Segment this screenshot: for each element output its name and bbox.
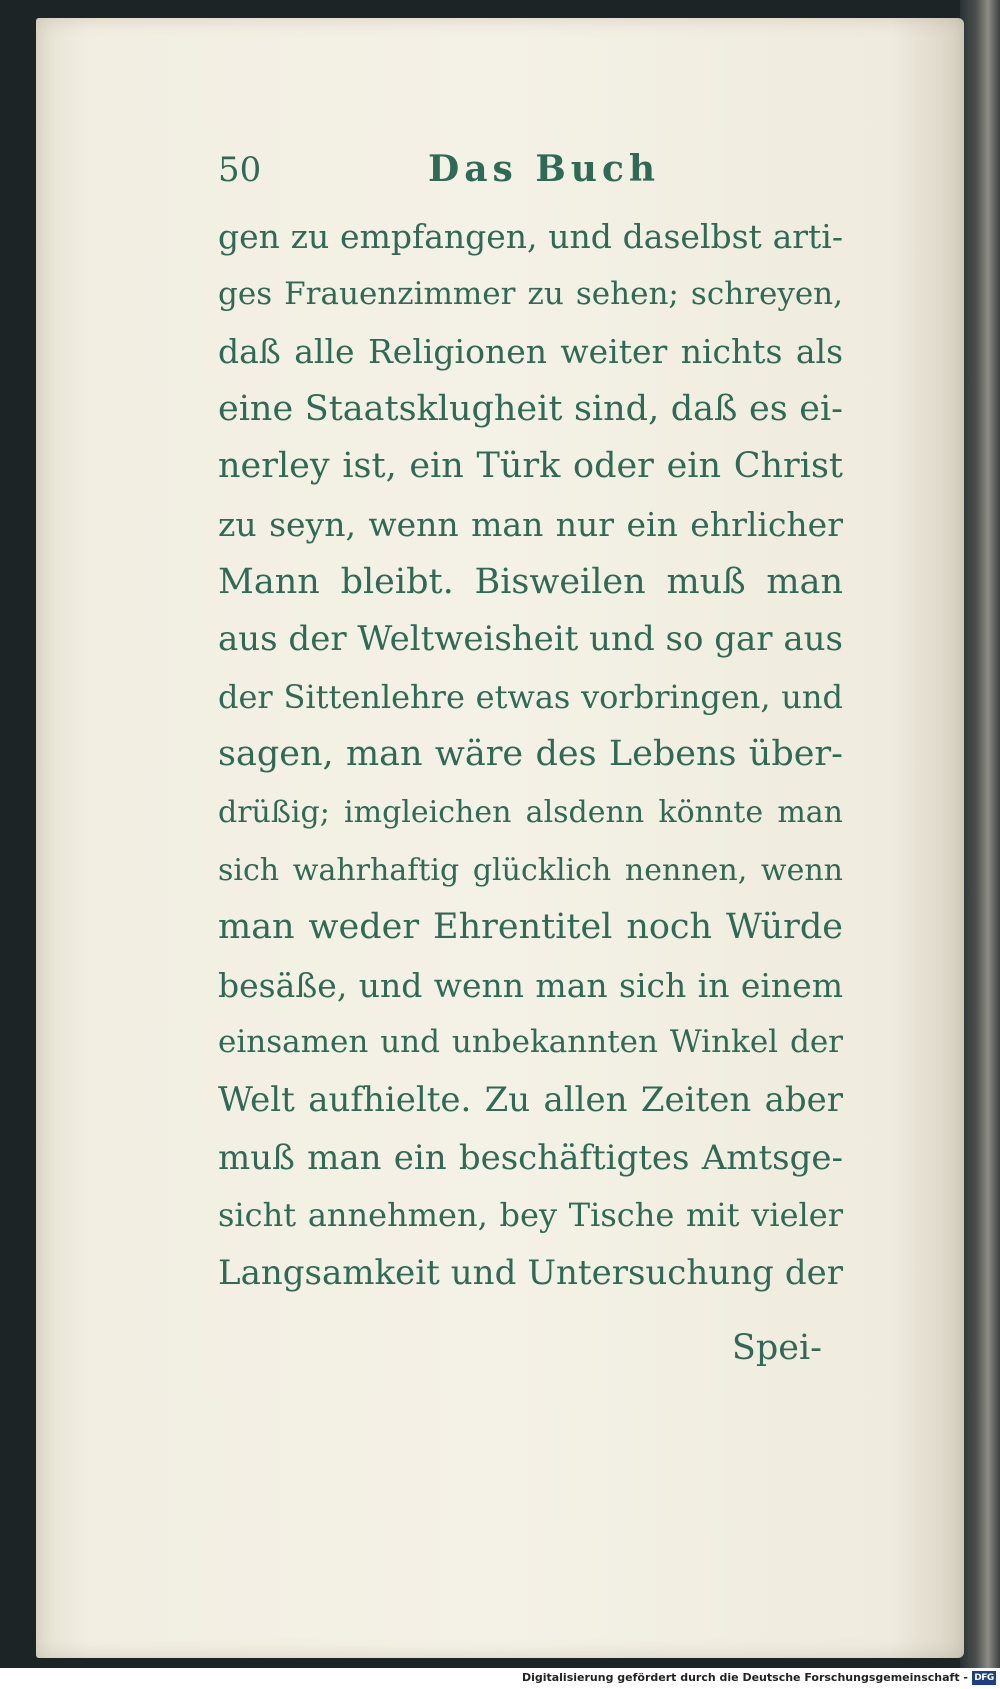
text-line: der Sittenlehre etwas vorbringen, und <box>218 677 843 716</box>
text-line: besäße, und wenn man sich in einem <box>218 965 843 1005</box>
catchword: Spei- <box>731 1328 822 1368</box>
footer-bar <box>0 1668 1000 1689</box>
text-line: man weder Ehrentitel noch Würde <box>218 907 843 948</box>
text-line: gen zu empfangen, und daselbst arti- <box>218 217 843 256</box>
text-line: aus der Weltweisheit und so gar aus <box>218 619 843 660</box>
text-line: sich wahrhaftig glücklich nennen, wenn <box>218 852 843 888</box>
text-line: ges Frauenzimmer zu sehen; schreyen, <box>218 275 843 312</box>
text-line: Welt aufhielte. Zu allen Zeiten aber <box>218 1079 843 1120</box>
text-line: sicht annehmen, bey Tische mit vieler <box>218 1196 843 1235</box>
page-header <box>218 148 858 198</box>
text-line: muß man ein beschäftigtes Amtsge- <box>218 1137 843 1178</box>
funding-credit: Digitalisierung gefördert durch die Deutsche Forschungsgemeinschaft - <box>521 1671 968 1684</box>
book-edge <box>960 0 1000 1668</box>
text-line: einsamen und unbekannten Winkel der <box>218 1024 843 1061</box>
text-line: nerley ist, ein Türk oder ein Christ <box>218 446 843 487</box>
dfg-logo-icon: DFG <box>972 1671 996 1685</box>
text-line: daß alle Religionen weiter nichts als <box>218 332 843 372</box>
page-number: 50 <box>218 150 262 190</box>
text-line: eine Staatsklugheit sind, daß es ei- <box>218 388 843 429</box>
running-title: Das Buch <box>428 148 661 190</box>
text-line: Mann bleibt. Bisweilen muß man <box>218 561 843 602</box>
text-line: drüßig; imgleichen alsdenn könnte man <box>218 794 843 830</box>
body-text <box>218 208 843 1302</box>
text-line: sagen, man wäre des Lebens über- <box>218 734 843 775</box>
text-line: zu seyn, wenn man nur ein ehrlicher <box>218 504 843 544</box>
text-line: Langsamkeit und Untersuchung der <box>218 1252 843 1293</box>
